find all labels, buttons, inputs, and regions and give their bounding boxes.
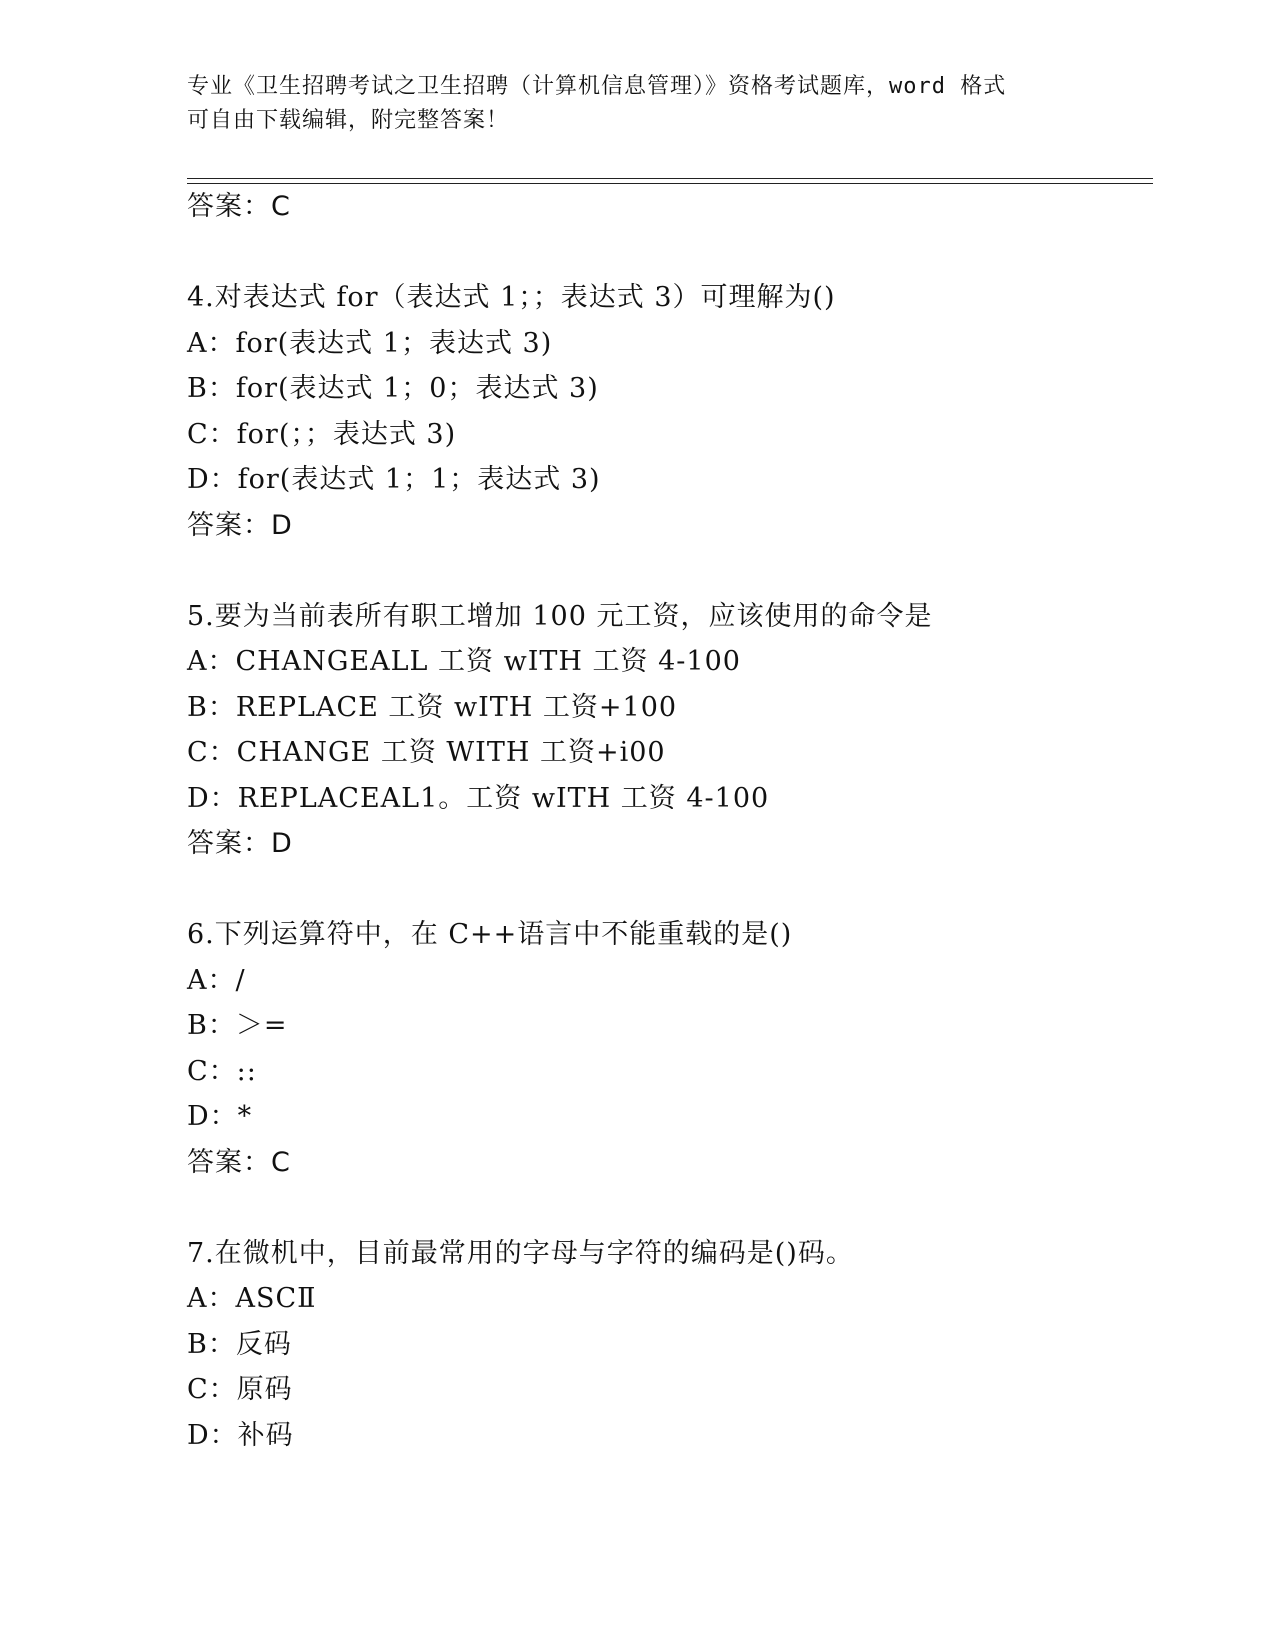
option-line: B：＞= (187, 1010, 288, 1041)
option-line: B：REPLACE 工资 wITH 工资+100 (187, 691, 678, 723)
question-text: 6.下列运算符中，在 C++语言中不能重载的是() (187, 919, 793, 950)
question-list (187, 184, 1147, 1458)
spacer (187, 230, 1147, 276)
option-line: A：CHANGEALL 工资 wITH 工资 4-100 (187, 646, 741, 677)
option-line: A：ASCⅡ (187, 1283, 317, 1314)
question-text: 4.对表达式 for（表达式 1；；表达式 3）可理解为() (187, 282, 836, 313)
option-line: D：补码 (187, 1419, 294, 1451)
answer-line: 答案：D (187, 509, 293, 541)
question-text: 7.在微机中，目前最常用的字母与字符的编码是()码。 (187, 1237, 854, 1269)
answer-line: 答案：D (187, 828, 293, 859)
option-line: B：for(表达式 1；0；表达式 3) (187, 373, 599, 404)
option-line: B：反码 (187, 1328, 292, 1360)
option-line: C：CHANGE 工资 WITH 工资+i00 (187, 737, 666, 768)
answer-line: 答案：C (187, 191, 291, 222)
option-line: D：* (187, 1101, 253, 1132)
option-line: C：原码 (187, 1374, 293, 1405)
option-line: A：/ (187, 964, 246, 996)
question-text: 5.要为当前表所有职工增加 100 元工资，应该使用的命令是 (187, 600, 933, 632)
header-line-2: 可自由下载编辑，附完整答案！ (187, 108, 510, 133)
spacer (187, 548, 1147, 594)
header-line-1: 专业《卫生招聘考试之卫生招聘（计算机信息管理）》资格考试题库，word 格式 (187, 74, 1007, 99)
option-line: A：for(表达式 1；表达式 3) (187, 327, 553, 359)
answer-line: 答案：C (187, 1146, 291, 1178)
option-line: C：for(；；表达式 3) (187, 418, 457, 450)
spacer (187, 867, 1147, 913)
spacer (187, 1185, 1147, 1231)
option-line: D：REPLACEAL1。工资 wITH 工资 4-100 (187, 782, 770, 814)
header-divider-top (187, 178, 1153, 179)
option-line: C：:: (187, 1055, 257, 1087)
option-line: D：for(表达式 1；1；表达式 3) (187, 464, 601, 495)
document-header (187, 70, 1087, 138)
